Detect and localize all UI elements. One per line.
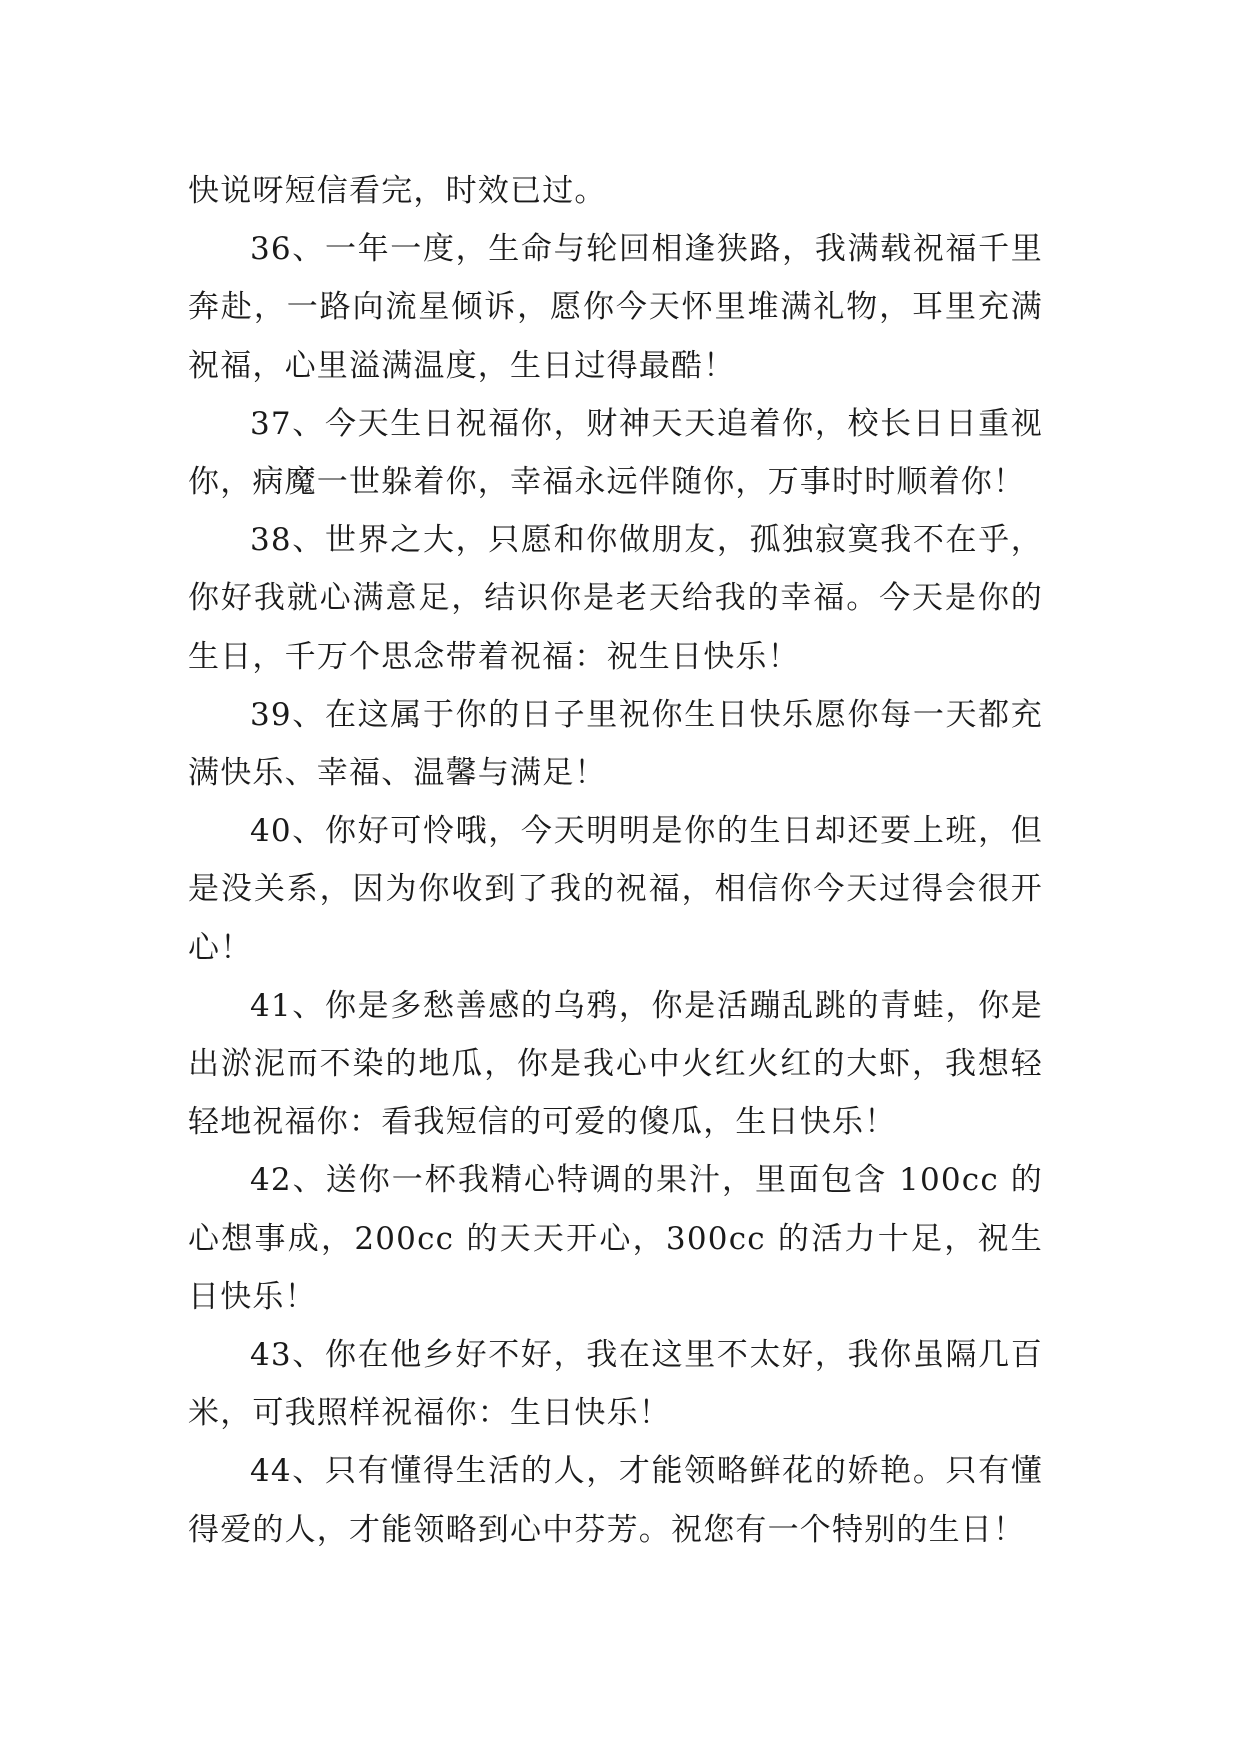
paragraph-continuation: 快说呀短信看完，时效已过。 (188, 173, 607, 209)
paragraph-41: 41、你是多愁善感的乌鸦，你是活蹦乱跳的青蛙，你是出淤泥而不染的地瓜，你是我心中火红火红的大虾，我想轻轻地祝福你：看我短信的可爱的傻瓜，生日快乐！ (188, 987, 1043, 1141)
document-body (188, 162, 1043, 1559)
paragraph-38: 38、世界之大，只愿和你做朋友，孤独寂寞我不在乎，你好我就心满意足，结识你是老天给我的幸福。今天是你的生日，千万个思念带着祝福：祝生日快乐！ (188, 522, 1043, 675)
paragraph-42: 42、送你一杯我精心特调的果汁，里面包含 100cc 的心想事成，200cc 的天天开心，300cc 的活力十足，祝生日快乐！ (188, 1162, 1043, 1315)
paragraph-40: 40、你好可怜哦，今天明明是你的生日却还要上班，但是没关系，因为你收到了我的祝福，相信你今天过得会很开心！ (188, 813, 1043, 966)
paragraph-37: 37、今天生日祝福你，财神天天追着你，校长日日重视你，病魔一世躲着你，幸福永远伴随你，万事时时顺着你！ (188, 405, 1043, 501)
paragraph-43: 43、你在他乡好不好，我在这里不太好，我你虽隔几百米，可我照样祝福你：生日快乐！ (188, 1337, 1043, 1432)
paragraph-39: 39、在这属于你的日子里祝你生日快乐愿你每一天都充满快乐、幸福、温馨与满足！ (188, 696, 1043, 792)
paragraph-44: 44、只有懂得生活的人，才能领略鲜花的娇艳。只有懂得爱的人，才能领略到心中芬芳。祝您有一个特别的生日！ (188, 1453, 1043, 1548)
paragraph-36: 36、一年一度，生命与轮回相逢狭路，我满载祝福千里奔赴，一路向流星倾诉，愿你今天怀里堆满礼物，耳里充满祝福，心里溢满温度，生日过得最酷！ (188, 231, 1043, 384)
